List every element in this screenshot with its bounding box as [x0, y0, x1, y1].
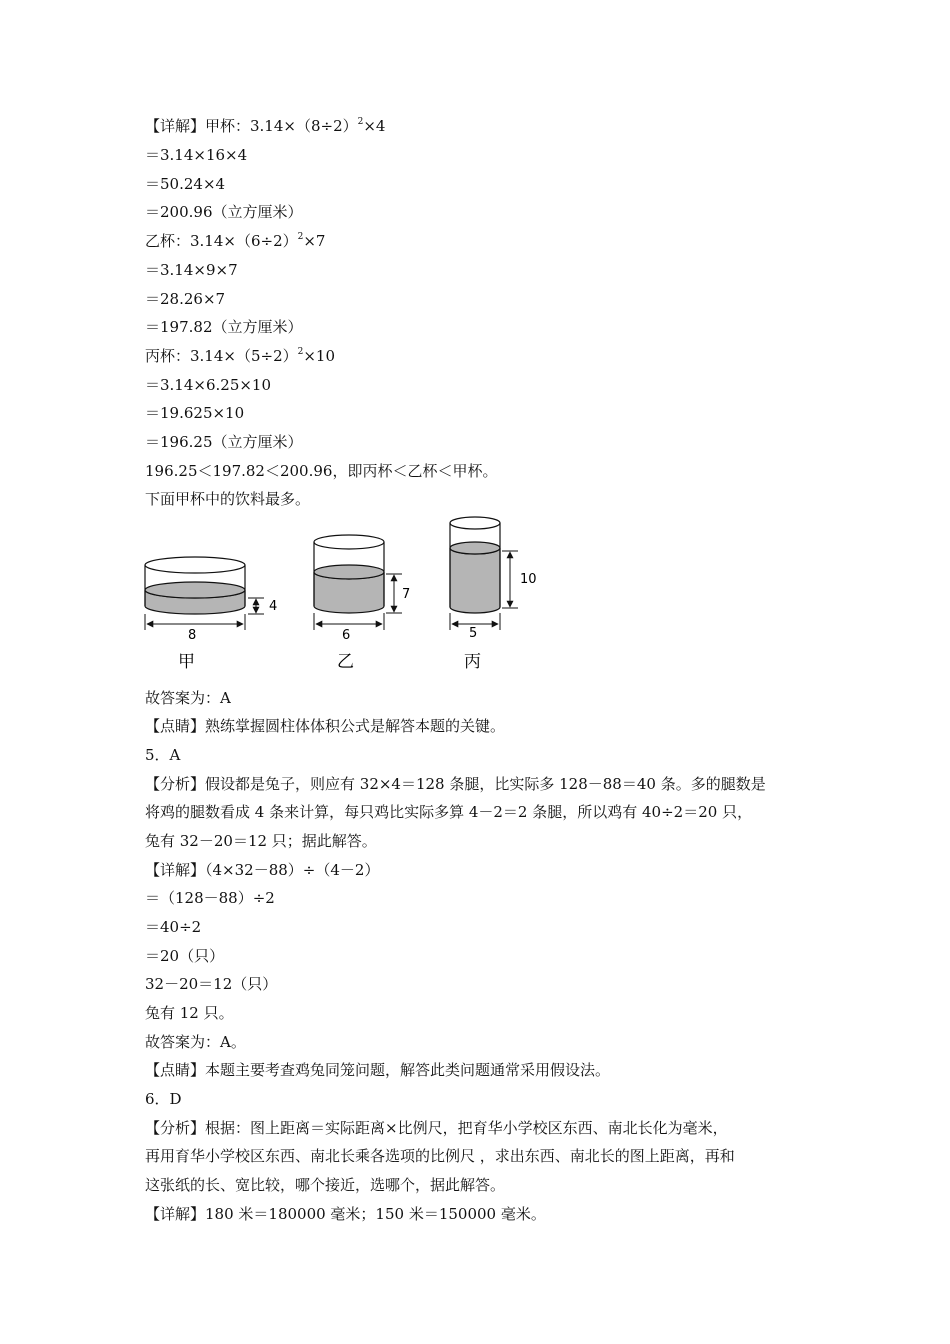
- text-line: 再用育华小学校区东西、南北长乘各选项的比例尺 ，求出东西、南北长的图上距离，再和: [145, 1147, 735, 1165]
- text-line: ＝196.25（立方厘米）: [145, 433, 303, 451]
- cup-yi: [314, 535, 410, 672]
- cup-jia-liquid-surface: [145, 582, 245, 598]
- text-line: ＝（128－88）÷2: [145, 889, 275, 907]
- text-line: 丙杯：$3.14\times(5\div 2)^2\times 10$: [145, 347, 336, 365]
- text-line: 兔有 32－20＝12 只；据此解答。: [145, 832, 377, 850]
- text-line: 【详解】甲杯：$3.14\times(8\div 2)^2\times 4$: [145, 117, 386, 135]
- text-line: 【点睛】本题主要考查鸡兔同笼问题，解答此类问题通常采用假设法。: [145, 1061, 611, 1079]
- text-line: ＝28.26×7: [145, 290, 226, 308]
- text-line: 故答案为：A。: [145, 1033, 246, 1051]
- text-line: ＝3.14×16×4: [145, 146, 248, 164]
- cup-bing-liquid: [450, 548, 500, 613]
- text-line: ＝197.82（立方厘米）: [145, 318, 303, 336]
- cup-yi-caption: 乙: [337, 652, 354, 672]
- cup-yi-height-label: 7: [402, 587, 411, 602]
- text-line: 32－20＝12（只）: [145, 975, 278, 993]
- cup-bing-height-label: 10: [520, 572, 537, 587]
- text-line: 【详解】（4×32－88）÷（4－2）: [145, 861, 380, 879]
- text-line: 196.25＜197.82＜200.96，即丙杯＜乙杯＜甲杯。: [145, 462, 498, 480]
- text-line: 将鸡的腿数看成 4 条来计算，每只鸡比实际多算 4－2＝2 条腿，所以鸡有 40÷2＝20 只，: [145, 803, 753, 821]
- text-line: 这张纸的长、宽比较，哪个接近，选哪个，据此解答。: [145, 1176, 506, 1194]
- cup-yi-rim: [314, 535, 384, 549]
- cup-bing-rim: [450, 517, 500, 529]
- text-line: 乙杯：$3.14\times(6\div 2)^2\times 7$: [145, 232, 326, 250]
- text-line: 【详解】180 米＝180000 毫米；150 米＝150000 毫米。: [145, 1205, 546, 1223]
- text-line: ＝50.24×4: [145, 175, 226, 193]
- text-line: 下面甲杯中的饮料最多。: [145, 490, 311, 508]
- text-line: 【分析】根据：图上距离＝实际距离×比例尺，把育华小学校区东西、南北长化为毫米，: [145, 1119, 728, 1137]
- question-number: 5．A: [145, 746, 181, 764]
- cylinder-cups-figure: [130, 510, 560, 680]
- cup-jia-caption: 甲: [178, 652, 195, 672]
- text-line: ＝40÷2: [145, 918, 202, 936]
- question-number: 6．D: [145, 1090, 182, 1108]
- text-line: ＝3.14×6.25×10: [145, 376, 272, 394]
- cup-jia-height-label: 4: [269, 599, 278, 614]
- cup-bing: [450, 517, 537, 672]
- cup-jia-diameter-label: 8: [188, 628, 197, 643]
- text-line: 【点睛】熟练掌握圆柱体体积公式是解答本题的关键。: [145, 717, 506, 735]
- text-line: 【分析】假设都是兔子，则应有 32×4＝128 条腿，比实际多 128－88＝40 条。多的腿数是: [145, 775, 766, 793]
- cup-bing-caption: 丙: [464, 652, 481, 672]
- text-line: 兔有 12 只。: [145, 1004, 234, 1022]
- text-line: ＝19.625×10: [145, 404, 245, 422]
- cup-yi-liquid-surface: [314, 565, 384, 579]
- cup-jia-rim: [145, 557, 245, 573]
- cup-yi-diameter-label: 6: [342, 628, 351, 643]
- text-line: 故答案为：A: [145, 689, 231, 707]
- cup-bing-liquid-surface: [450, 542, 500, 554]
- text-line: ＝200.96（立方厘米）: [145, 203, 303, 221]
- cup-jia: [145, 557, 277, 672]
- text-line: ＝20（只）: [145, 947, 225, 965]
- text-line: ＝3.14×9×7: [145, 261, 238, 279]
- cup-bing-diameter-label: 5: [469, 626, 478, 641]
